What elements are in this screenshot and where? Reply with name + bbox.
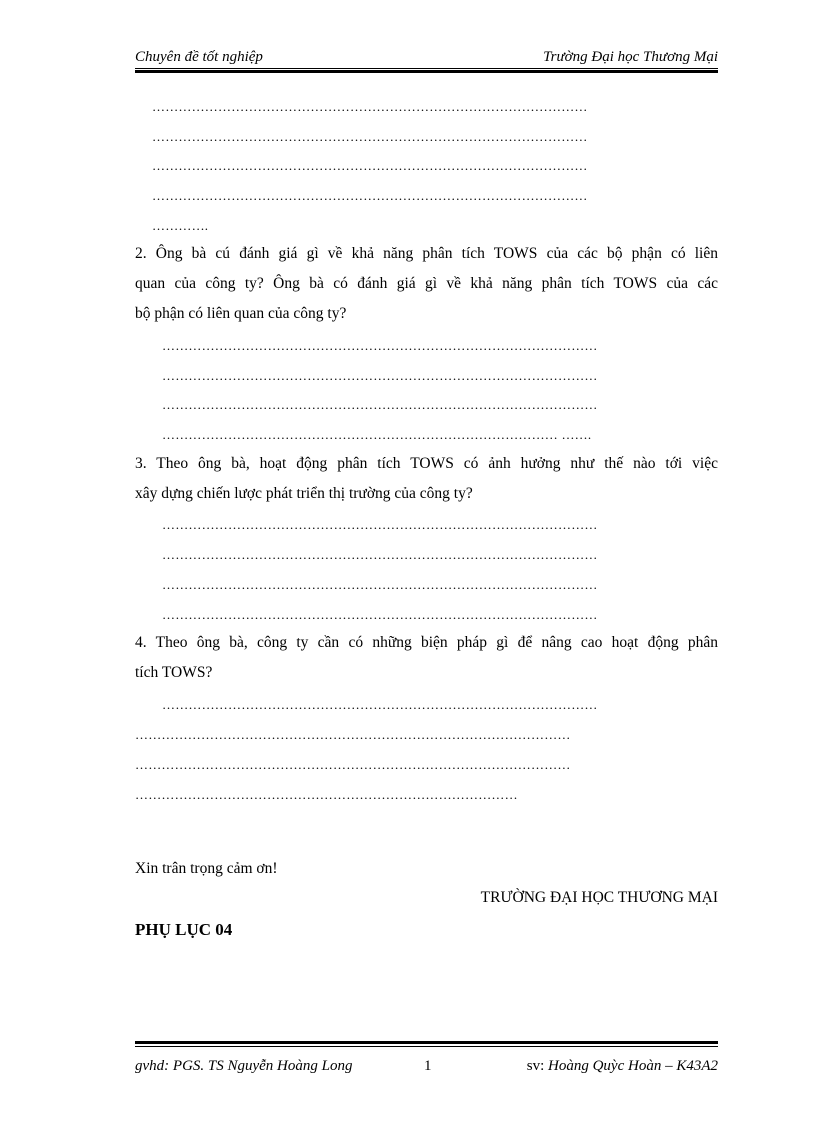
answer-line: ……………………………………………………………………………………… xyxy=(162,368,598,383)
question-4-line-1: 4. Theo ông bà, công ty cần có những biện pháp gì để nâng cao hoạt động phân xyxy=(135,634,718,651)
header-rule-thick xyxy=(135,70,718,73)
answer-line: ……………………………………………………………………………………… xyxy=(135,757,571,772)
footer-rule-thin xyxy=(135,1046,718,1047)
appendix-title: PHỤ LỤC 04 xyxy=(135,920,233,939)
answer-line: ……………………………………………………………………………………… xyxy=(162,607,598,622)
question-2-line-2: quan của công ty? Ông bà có đánh giá gì về khả năng phân tích TOWS của các xyxy=(135,275,718,292)
answer-line: ……………………………………………………………………………………… xyxy=(162,577,598,592)
student-label: sv: xyxy=(526,1058,545,1074)
answer-line: …………………………………………………………………………… xyxy=(135,787,518,802)
question-4-line-2: tích TOWS? xyxy=(135,664,213,681)
header-left: Chuyên đề tốt nghiệp xyxy=(135,49,263,65)
answer-line: ……………………………………………………………………………… ……. xyxy=(162,427,592,442)
answer-line: ……………………………………………………………………………………… xyxy=(135,727,571,742)
question-2-line-1: 2. Ông bà cú đánh giá gì về khả năng phân tích TOWS của các bộ phận có liên xyxy=(135,245,718,262)
question-3-line-2: xây dựng chiến lược phát triển thị trường của công ty? xyxy=(135,485,473,502)
page-number: 1 xyxy=(424,1058,432,1074)
answer-line: ……………………………………………………………………………………… xyxy=(162,547,598,562)
answer-line: ……………………………………………………………………………………… xyxy=(162,517,598,532)
header-rule-thin xyxy=(135,68,718,69)
footer-student xyxy=(527,1058,718,1075)
answer-line: ……………………………………………………………………………………… xyxy=(152,158,588,173)
answer-line: ……………………………………………………………………………………… xyxy=(152,99,588,114)
answer-line: ……………………………………………………………………………………… xyxy=(152,188,588,203)
question-3-line-1: 3. Theo ông bà, hoạt động phân tích TOWS có ảnh hưởng như thế nào tới việc xyxy=(135,455,718,472)
answer-line: ……………………………………………………………………………………… xyxy=(162,697,598,712)
student-name: Hoàng Quỳc Hoàn – K43A2 xyxy=(548,1058,718,1074)
answer-line: ……………………………………………………………………………………… xyxy=(162,338,598,353)
answer-line: ……………………………………………………………………………………… xyxy=(152,129,588,144)
header-right: Trường Đại học Thương Mại xyxy=(543,49,718,65)
footer-advisor: gvhd: PGS. TS Nguyễn Hoàng Long xyxy=(135,1058,353,1074)
thanks-text: Xin trân trọng cảm ơn! xyxy=(135,860,278,877)
answer-line: ……………………………………………………………………………………… xyxy=(162,397,598,412)
school-name: TRƯỜNG ĐẠI HỌC THƯƠNG MẠI xyxy=(480,889,718,906)
footer-rule-thick xyxy=(135,1041,718,1044)
question-2-line-3: bộ phận có liên quan của công ty? xyxy=(135,305,347,322)
answer-line: …………. xyxy=(152,218,209,233)
